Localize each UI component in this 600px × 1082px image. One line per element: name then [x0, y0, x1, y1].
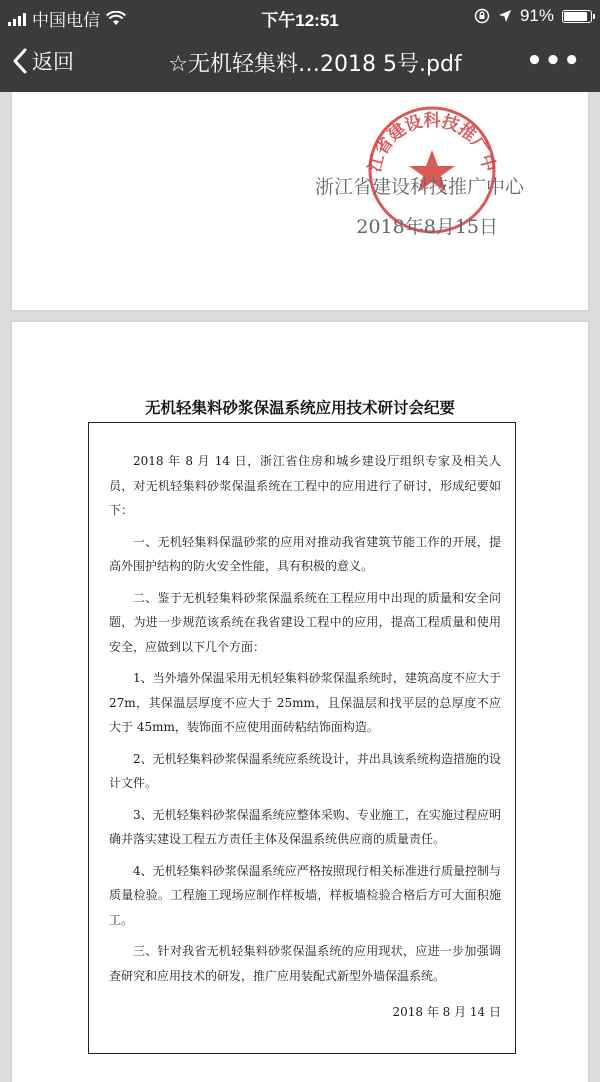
back-button[interactable]	[12, 46, 74, 76]
seal-text: 江省建设科技推广中	[365, 111, 499, 175]
paragraph: 二、鉴于无机轻集料砂浆保温系统在工程应用中出现的质量和安全问题，为进一步规范该系统在我省建设工程中的应用，提高工程质量和使用安全，应做到以下几个方面：	[109, 590, 501, 654]
carrier-label: 中国电信	[32, 11, 100, 30]
paragraph: 一、无机轻集料保温砂浆的应用对推动我省建筑节能工作的开展，提高外围护结构的防火安全性能，具有积极的意义。	[109, 534, 501, 573]
issue-date: 2018年8月15日	[356, 216, 498, 238]
paragraph: 2、无机轻集料砂浆保温系统应系统设计，并出具该系统构造措施的设计文件。	[109, 751, 501, 790]
nav-bar	[0, 32, 600, 92]
paragraph: 2018 年 8 月 14 日，浙江省住房和城乡建设厅组织专家及相关人员，对无机轻集料砂浆保温系统在工程中的应用进行了研讨，形成纪要如下：	[109, 454, 501, 517]
svg-text:浙江省建设科技推广中心	[352, 100, 500, 174]
battery-icon	[562, 10, 592, 23]
more-button[interactable]: •••	[526, 46, 582, 76]
location-icon	[498, 9, 512, 23]
status-bar	[0, 0, 600, 32]
pdf-page-2	[12, 322, 588, 1082]
pdf-page-1	[12, 92, 588, 310]
document-body	[109, 449, 501, 995]
rotation-lock-icon	[474, 8, 490, 24]
clock: 下午12:51	[261, 11, 339, 30]
signature-date: 2018 年 8 月 14 日	[392, 1005, 501, 1019]
back-label: 返回	[32, 50, 74, 74]
paragraph: 4、无机轻集料砂浆保温系统应严格按照现行相关标准进行质量控制与质量检验。工程施工现场应制作样板墙，样板墙检验合格后方可大面积施工。	[109, 863, 501, 927]
paragraph: 1、当外墙外保温采用无机轻集料砂浆保温系统时，建筑高度不应大于 27m，其保温层厚度不应大于 25mm，且保温层和找平层的总厚度不应大于 45mm，装饰面不应使用面砖粘结饰面构造。	[109, 671, 501, 734]
chevron-left-icon	[12, 48, 28, 74]
status-right	[474, 6, 592, 26]
battery-percent: 91%	[519, 6, 554, 25]
issuing-organization: 浙江省建设科技推广中心	[314, 176, 524, 198]
document-title: ☆无机轻集料…2018 5号.pdf	[168, 52, 462, 77]
paragraph: 3、无机轻集料砂浆保温系统应整体采购、专业施工，在实施过程应明确并落实建设工程五方责任主体及保温系统供应商的质量责任。	[109, 807, 501, 846]
paragraph: 三、针对我省无机轻集料砂浆保温系统的应用现状，应进一步加强调查研究和应用技术的研发，推广应用装配式新型外墙保温系统。	[109, 944, 501, 983]
page-title: 无机轻集料砂浆保温系统应用技术研讨会纪要	[144, 399, 455, 417]
document-frame	[88, 422, 516, 1054]
